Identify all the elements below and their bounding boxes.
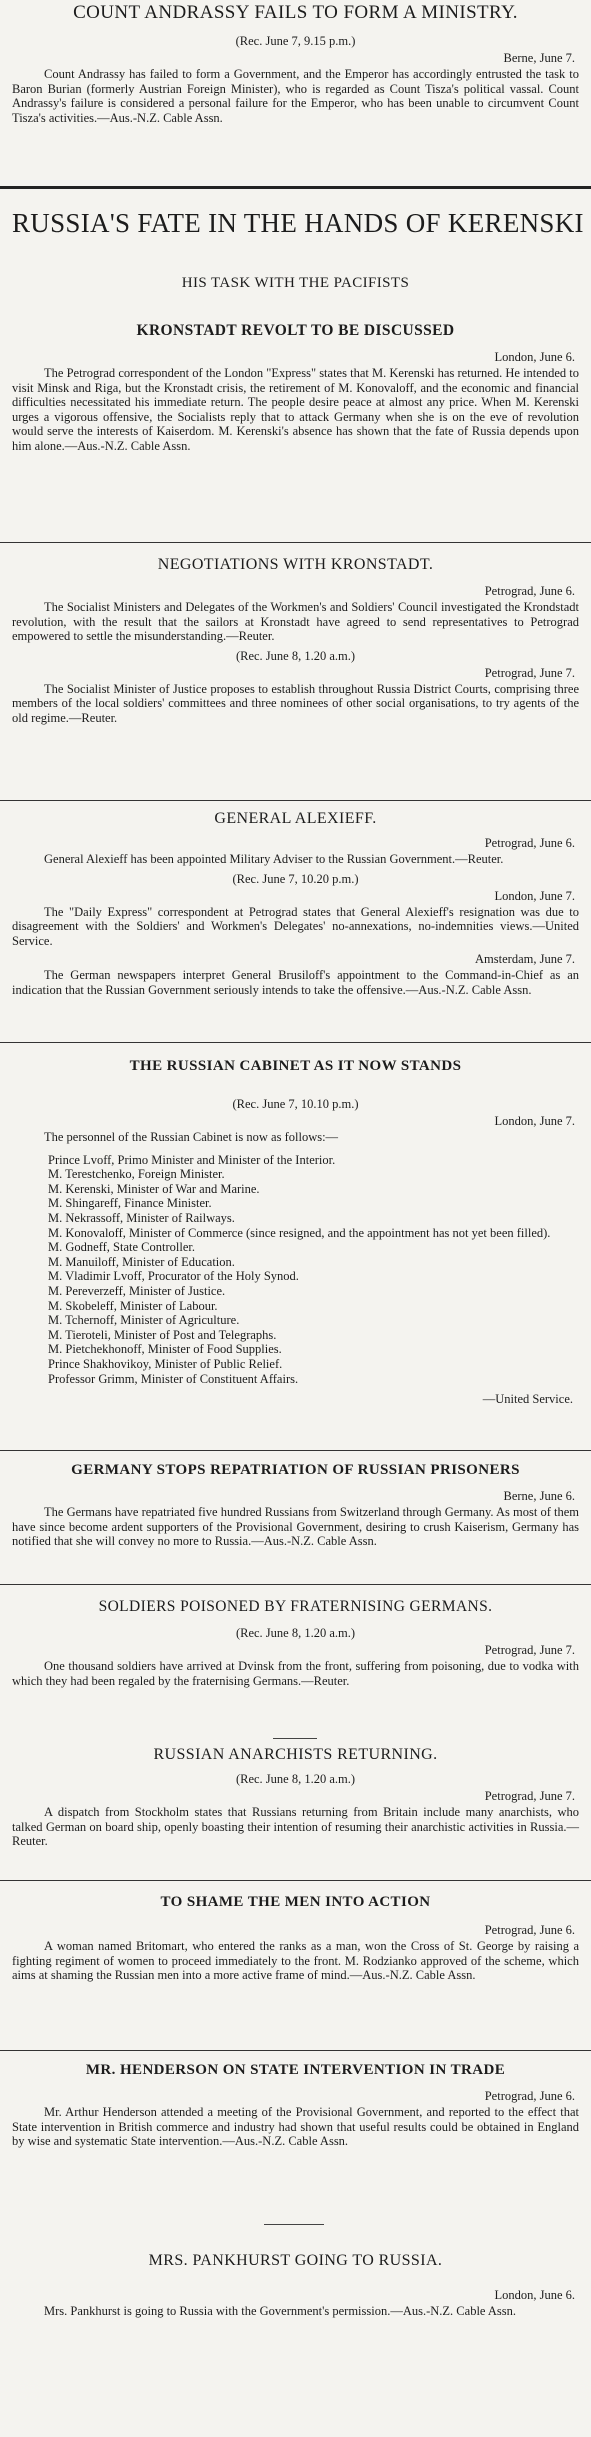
section-rule xyxy=(0,1880,591,1881)
article-body: Mrs. Pankhurst is going to Russia with the Government's permission.—Aus.-N.Z. Cable Assn. xyxy=(44,2304,517,2318)
cabinet-member: Prince Lvoff, Primo Minister and Minister of the Interior. xyxy=(48,1152,336,1167)
article-body: General Alexieff has been appointed Military Adviser to the Russian Government.—Reuter. xyxy=(44,852,504,866)
cabinet-member: M. Tieroteli, Minister of Post and Telegraphs. xyxy=(48,1327,277,1342)
signoff: —United Service. xyxy=(482,1392,573,1407)
article-body: The "Daily Express" correspondent at Petrograd states that General Alexieff's resignation was due to disagreement with the Soldiers' and Workmen's Delegates' no-annexations, no-indemnities views.—United Service. xyxy=(12,904,579,948)
headline: MR. HENDERSON ON STATE INTERVENTION IN TRADE xyxy=(85,2062,506,2078)
headline: GENERAL ALEXIEFF. xyxy=(214,810,377,827)
article-body: One thousand soldiers have arrived at Dvinsk from the front, suffering from poisoning, due to vodka with which they had been regaled by the fraternising Germans.—Reuter. xyxy=(12,1659,579,1688)
article-andrassy xyxy=(0,2,591,129)
headline: GERMANY STOPS REPATRIATION OF RUSSIAN PRISONERS xyxy=(71,1462,520,1478)
article-prisoners xyxy=(0,1462,591,1553)
cabinet-member: M. Pereverzeff, Minister of Justice. xyxy=(48,1283,226,1298)
article-body: The Socialist Ministers and Delegates of the Workmen's and Soldiers' Council investigated the Krondstadt revolution, with the result that the sailors at Kronstadt have agreed to send representatives to Petrograd empowered to settle the misunderstanding.—Reuter. xyxy=(12,600,579,644)
cabinet-member: M. Pietchekhonoff, Minister of Food Supplies. xyxy=(48,1342,282,1357)
cabinet-intro: The personnel of the Russian Cabinet is now as follows:— xyxy=(44,1130,339,1144)
cabinet-list xyxy=(48,1153,579,1387)
article-body: The German newspapers interpret General Brusiloff's appointment to the Command-in-Chief as an indication that the Russian Government seriously intends to take the offensive.—Aus.-N.Z. Cable Assn. xyxy=(12,968,579,997)
cabinet-member: M. Skobeleff, Minister of Labour. xyxy=(48,1298,218,1313)
article-kronstadt xyxy=(0,556,591,730)
article-pankhurst xyxy=(0,2252,591,2323)
short-divider xyxy=(264,2224,324,2225)
cabinet-member: Prince Shakhovikoy, Minister of Public Relief. xyxy=(48,1356,283,1371)
section-rule xyxy=(0,1450,591,1451)
article-body: A dispatch from Stockholm states that Russians returning from Britain include many anarchists, who talked German on board ship, openly boasting their intention of resuming their anarchistic activities in Russia.—Reuter. xyxy=(12,1805,579,1849)
subheadline: KRONSTADT REVOLT TO BE DISCUSSED xyxy=(136,322,455,339)
received-line: (Rec. June 8, 1.20 a.m.) xyxy=(235,1772,356,1786)
article-anarchists xyxy=(0,1746,591,1853)
received-line: (Rec. June 7, 9.15 p.m.) xyxy=(235,34,356,48)
article-poisoned xyxy=(0,1598,591,1692)
section-rule xyxy=(0,186,591,189)
headline: TO SHAME THE MEN INTO ACTION xyxy=(160,1894,431,1910)
short-divider xyxy=(273,1738,317,1739)
article-body: Mr. Arthur Henderson attended a meeting of the Provisional Government, and reported to the effect that State intervention in British commerce and industry had shown that useful results could be obtained in England by wise and systematic State intervention.—Aus.-N.Z. Cable Assn. xyxy=(12,2105,579,2149)
cabinet-member: M. Terestchenko, Foreign Minister. xyxy=(48,1167,225,1182)
dateline: Berne, June 7. xyxy=(503,51,575,65)
article-shame xyxy=(0,1894,591,1987)
received-line: (Rec. June 7, 10.20 p.m.) xyxy=(232,871,359,886)
dateline: Petrograd, June 7. xyxy=(484,1789,575,1803)
headline: RUSSIAN ANARCHISTS RETURNING. xyxy=(153,1746,438,1763)
article-cabinet xyxy=(0,1058,591,1407)
cabinet-member: M. Konovaloff, Minister of Commerce (since resigned, and the appointment has not yet been filled). xyxy=(48,1225,551,1240)
article-body: A woman named Britomart, who entered the ranks as a man, won the Cross of St. George by raising a fighting regiment of women to proceed immediately to the front. M. Rodzianko approved of the scheme, which aims at shaming the Russian men into a more active frame of mind.—Aus.-N.Z. Cable Assn. xyxy=(12,1939,579,1983)
section-rule xyxy=(0,1042,591,1043)
subheadline: HIS TASK WITH THE PACIFISTS xyxy=(181,275,410,291)
cabinet-member: M. Tchernoff, Minister of Agriculture. xyxy=(48,1313,240,1328)
headline: SOLDIERS POISONED BY FRATERNISING GERMANS. xyxy=(98,1598,493,1615)
cabinet-member: M. Godneff, State Controller. xyxy=(48,1240,195,1255)
cabinet-member: Professor Grimm, Minister of Constituent Affairs. xyxy=(48,1371,299,1386)
dateline: Petrograd, June 6. xyxy=(484,584,575,598)
section-rule xyxy=(0,800,591,801)
section-rule xyxy=(0,1584,591,1585)
article-alexieff xyxy=(0,810,591,1002)
headline: NEGOTIATIONS WITH KRONSTADT. xyxy=(157,556,434,573)
dateline: Amsterdam, June 7. xyxy=(475,952,575,967)
section-rule xyxy=(0,542,591,543)
cabinet-member: M. Kerenski, Minister of War and Marine. xyxy=(48,1181,260,1196)
section-rule xyxy=(0,2050,591,2051)
dateline: Berne, June 6. xyxy=(503,1489,575,1503)
article-henderson xyxy=(0,2062,591,2153)
dateline: London, June 7. xyxy=(494,888,575,903)
headline: COUNT ANDRASSY FAILS TO FORM A MINISTRY. xyxy=(73,2,518,23)
cabinet-member: M. Nekrassoff, Minister of Railways. xyxy=(48,1210,235,1225)
cabinet-member: M. Shingareff, Finance Minister. xyxy=(48,1196,212,1211)
dateline: London, June 6. xyxy=(494,350,575,364)
cabinet-member: M. Vladimir Lvoff, Procurator of the Holy Synod. xyxy=(48,1269,299,1284)
dateline: Petrograd, June 7. xyxy=(484,1643,575,1657)
dateline: London, June 7. xyxy=(494,1114,575,1128)
cabinet-member: M. Manuiloff, Minister of Education. xyxy=(48,1254,235,1269)
article-body: Count Andrassy has failed to form a Government, and the Emperor has accordingly entrusted the task to Baron Burian (formerly Austrian Foreign Minister), who is regarded as Count Tisza's political vassal. Count Andrassy's failure is considered a personal failure for the Emperor, who has been unable to circumvent Count Tisza's activities.—Aus.-N.Z. Cable Assn. xyxy=(12,67,579,125)
headline: THE RUSSIAN CABINET AS IT NOW STANDS xyxy=(129,1058,462,1074)
dateline: Petrograd, June 6. xyxy=(484,1923,575,1937)
dateline: Petrograd, June 7. xyxy=(484,665,575,680)
dateline: London, June 6. xyxy=(494,2288,575,2302)
dateline: Petrograd, June 6. xyxy=(484,2089,575,2103)
headline: MRS. PANKHURST GOING TO RUSSIA. xyxy=(148,2252,443,2269)
received-line: (Rec. June 8, 1.20 a.m.) xyxy=(235,648,356,663)
dateline: Petrograd, June 6. xyxy=(484,836,575,850)
received-line: (Rec. June 8, 1.20 a.m.) xyxy=(235,1626,356,1640)
received-line: (Rec. June 7, 10.10 p.m.) xyxy=(232,1097,359,1111)
article-body: The Petrograd correspondent of the London "Express" states that M. Kerenski has returned. He intended to visit Minsk and Riga, but the Kronstadt crisis, the retirement of M. Konovaloff, and the economic and financial difficulties necessitated his immediate return. The people desire peace at almost any price. When M. Kerenski urges a vigorous offensive, the Socialists reply that to attack Germany when she is on the eve of revolution would serve the interests of Kaiserdom. M. Kerenski's absence has shown that the fate of Russia depends upon him alone.—Aus.-N.Z. Cable Assn. xyxy=(12,366,579,453)
headline: RUSSIA'S FATE IN THE HANDS OF KERENSKI xyxy=(12,208,584,238)
article-body: The Germans have repatriated five hundred Russians from Switzerland through Germany. As most of them have since become ardent supporters of the Provisional Government, desiring to crush Kaiserism, Germany has notified that she will convey no more to Russia.—Aus.-N.Z. Cable Assn. xyxy=(12,1505,579,1549)
article-body: The Socialist Minister of Justice proposes to establish throughout Russia District Courts, comprising three members of the local soldiers' committees and three nominees of other social organisations, to try agents of the old regime.—Reuter. xyxy=(12,681,579,725)
article-kerenski xyxy=(0,208,591,458)
